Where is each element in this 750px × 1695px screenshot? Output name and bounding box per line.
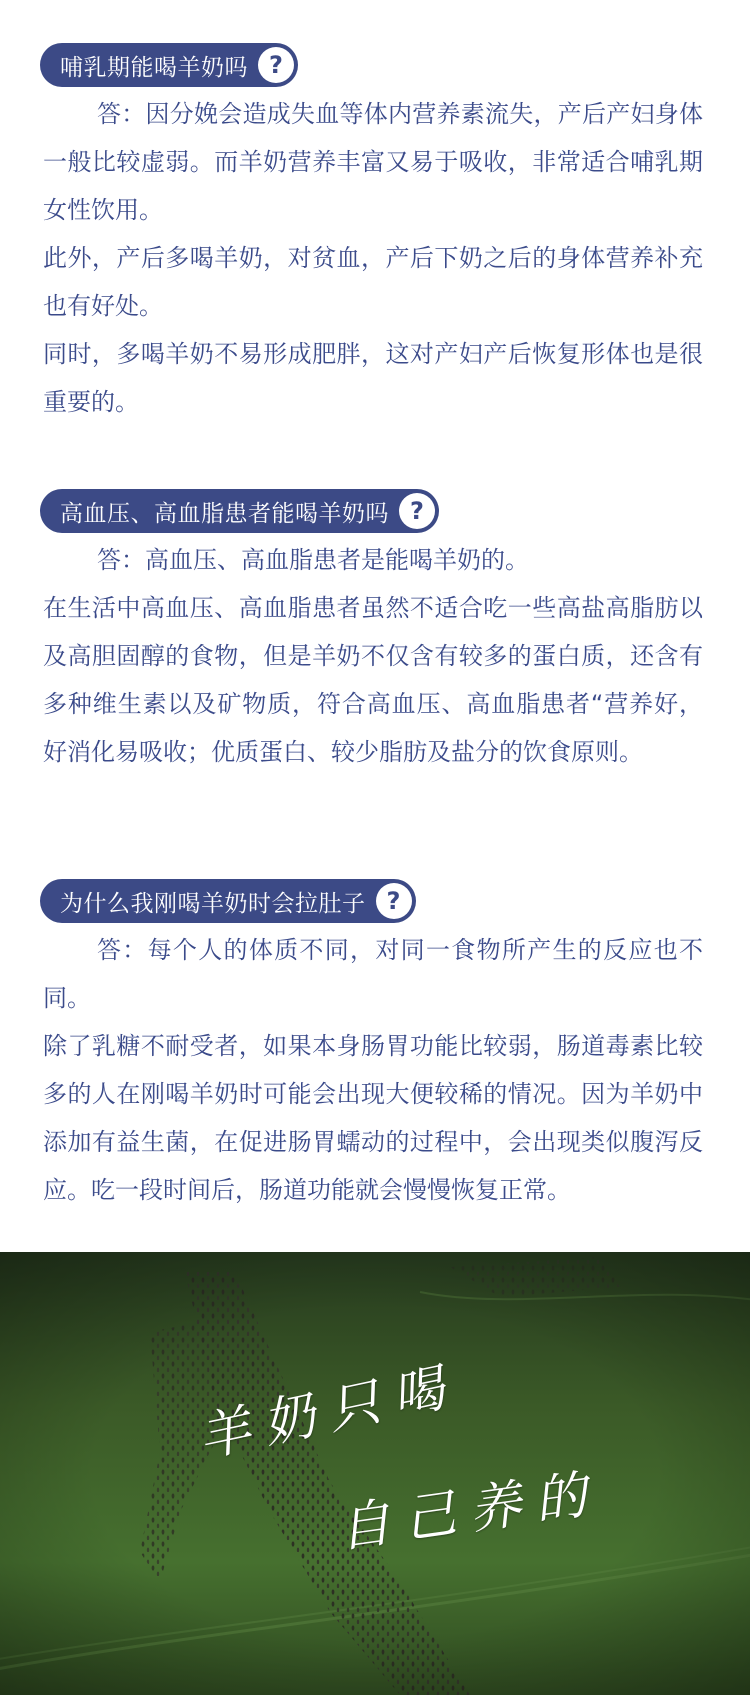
answer-paragraph: 答：因分娩会造成失血等体内营养素流失，产后产妇身体一般比较虚弱。而羊奶营养丰富又易于吸收，非常适合哺乳期女性饮用。	[43, 100, 703, 224]
answer-paragraph: 在生活中高血压、高血脂患者虽然不适合吃一些高盐高脂肪以及高胆固醇的食物，但是羊奶不仅含有较多的蛋白质，还含有多种维生素以及矿物质，符合高血压、高血脂患者“营养好，好消化易吸收；优质蛋白、较少脂肪及盐分的饮食原则。	[43, 594, 703, 766]
answer-paragraph: 同时，多喝羊奶不易形成肥胖，这对产妇产后恢复形体也是很重要的。	[43, 340, 703, 416]
answer-paragraph: 除了乳糖不耐受者，如果本身肠胃功能比较弱，肠道毒素比较多的人在刚喝羊奶时可能会出现大便较稀的情况。因为羊奶中添加有益生菌，在促进肠胃蠕动的过程中，会出现类似腹泻反应。吃一段时间后，肠道功能就会慢慢恢复正常。	[43, 1032, 703, 1204]
slogan-line-1: 羊奶只喝	[192, 1355, 464, 1470]
answer-paragraph: 此外，产后多喝羊奶，对贫血，产后下奶之后的身体营养补充也有好处。	[43, 244, 703, 320]
question-title: 为什么我刚喝羊奶时会拉肚子	[60, 890, 366, 917]
question-badge	[40, 489, 439, 533]
answer-paragraph: 答：每个人的体质不同，对同一食物所产生的反应也不同。	[43, 936, 703, 1012]
question-badge	[40, 43, 298, 87]
question-mark-icon: ?	[399, 493, 435, 529]
answer-paragraph: 答：高血压、高血脂患者是能喝羊奶的。	[97, 546, 529, 574]
question-mark-icon: ?	[376, 883, 412, 919]
slogan-line-2: 自己养的	[334, 1463, 605, 1560]
pasture-photo	[0, 1252, 750, 1695]
pasture-banner	[0, 1252, 750, 1695]
question-badge	[40, 879, 416, 923]
question-mark-icon: ?	[258, 47, 294, 83]
answer-block	[43, 90, 703, 426]
answer-block	[43, 536, 703, 776]
question-title: 高血压、高血脂患者能喝羊奶吗	[60, 500, 389, 527]
question-title: 哺乳期能喝羊奶吗	[60, 54, 248, 81]
answer-block	[43, 926, 703, 1214]
